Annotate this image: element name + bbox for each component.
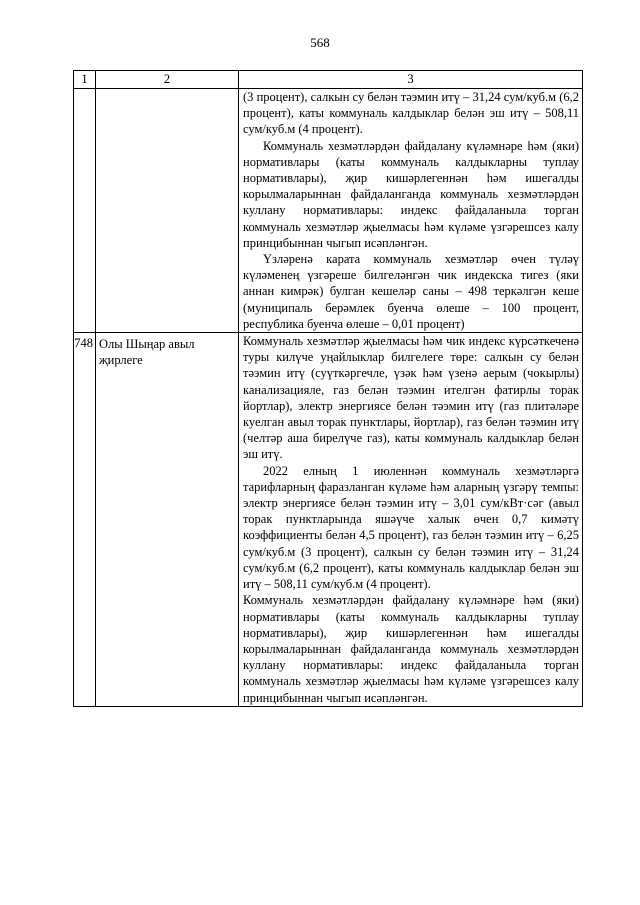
content-paragraph: 2022 елның 1 июленнән коммуналь хезмәтләргә тарифларның фаразланган күләме һәм аларның үзгәрү темпы: электр энергиясе белән тәэмин итү – 3,01 сум/кВт·сәг (авыл торак пунктларында яшәүче халык өчен 0,7 кимәтү коэффициенты белән 4,5 процент), газ белән тәэмин итү – 6,25 сум/куб.м (3 процент), салкын су белән тәэмин итү – 31,24 сум/куб.м (6,2 процент), каты коммуналь калдыклар белән эш итү – 508,11 сум/куб.м (4 процент). bbox=[243, 463, 579, 592]
header-cell-2: 2 bbox=[96, 71, 239, 89]
content-paragraph: Коммуналь хезмәтләрдән файдалану күләмнәре һәм (яки) нормативлары (каты коммуналь калдыкларны туплау нормативлары), җир кишәрлегеннән һәм ишегалды корылмаларыннан файдаланганда коммуналь хезмәтләрдән куллану нормативлары: индекс файдаланыла торган коммуналь хезмәтләр җыелмасы һәм күләме үзгәрешсез калу принцибыннан чыгып исәпләнгән. bbox=[243, 138, 579, 250]
header-cell-3: 3 bbox=[239, 71, 583, 89]
table-header-row bbox=[74, 71, 583, 89]
settlement-name: Олы Шыңар авыл җирлеге bbox=[96, 333, 239, 707]
row-number bbox=[74, 89, 96, 333]
row-content bbox=[239, 89, 583, 333]
settlement-name bbox=[96, 89, 239, 333]
content-paragraph: Коммуналь хезмәтләрдән файдалану күләмнәре һәм (яки) нормативлары (каты коммуналь калдыкларны туплау нормативлары), җир кишәрлегеннән һәм ишегалды корылмаларыннан файдаланганда коммуналь хезмәтләрдән куллану нормативлары: индекс файдаланыла торган коммуналь хезмәтләр җыелмасы һәм күләме үзгәрешсез калу принцибыннан чыгып исәпләнгән. bbox=[243, 593, 579, 705]
row-content bbox=[239, 333, 583, 707]
content-paragraph: Коммуналь хезмәтләр җыелмасы һәм чик индекс күрсәткеченә туры килүче уңайлыклар билгелеге төре: салкын су белән тәэмин итү (суүткәргечле, үзәк һәм үзенә аерым (чокырлы) канализацияле, газ белән тәэмин ителгән фатирлы торак йортлар), электр энергиясе белән тәэмин итү (газ плитәләре куелган авыл торак пунктлары, йортлар), газ белән тәэмин итү (челтәр аша бирелүче газ), каты коммуналь калдыклар белән эш итү. bbox=[243, 334, 579, 462]
page-number: 568 bbox=[310, 35, 330, 50]
document-table bbox=[73, 70, 583, 707]
row-number: 748 bbox=[74, 333, 96, 707]
table-row bbox=[74, 89, 583, 333]
content-paragraph: Үзләренә карата коммуналь хезмәтләр өчен түләү күләменең үзгәреше билгеләнгән чик индекска тигез (яки аннан кимрәк) булган кешеләр саны – 498 теркәлгән кеше (муниципаль берәмлек буенча өлеше – 100 процент, республика буенча өлеше – 0,01 процент) bbox=[243, 252, 579, 331]
header-cell-1: 1 bbox=[74, 71, 96, 89]
content-paragraph: (3 процент), салкын су белән тәэмин итү – 31,24 сум/куб.м (6,2 процент), каты коммуналь калдыклар белән эш итү – 508,11 сум/куб.м (4 процент). bbox=[243, 90, 579, 137]
table-row bbox=[74, 333, 583, 707]
